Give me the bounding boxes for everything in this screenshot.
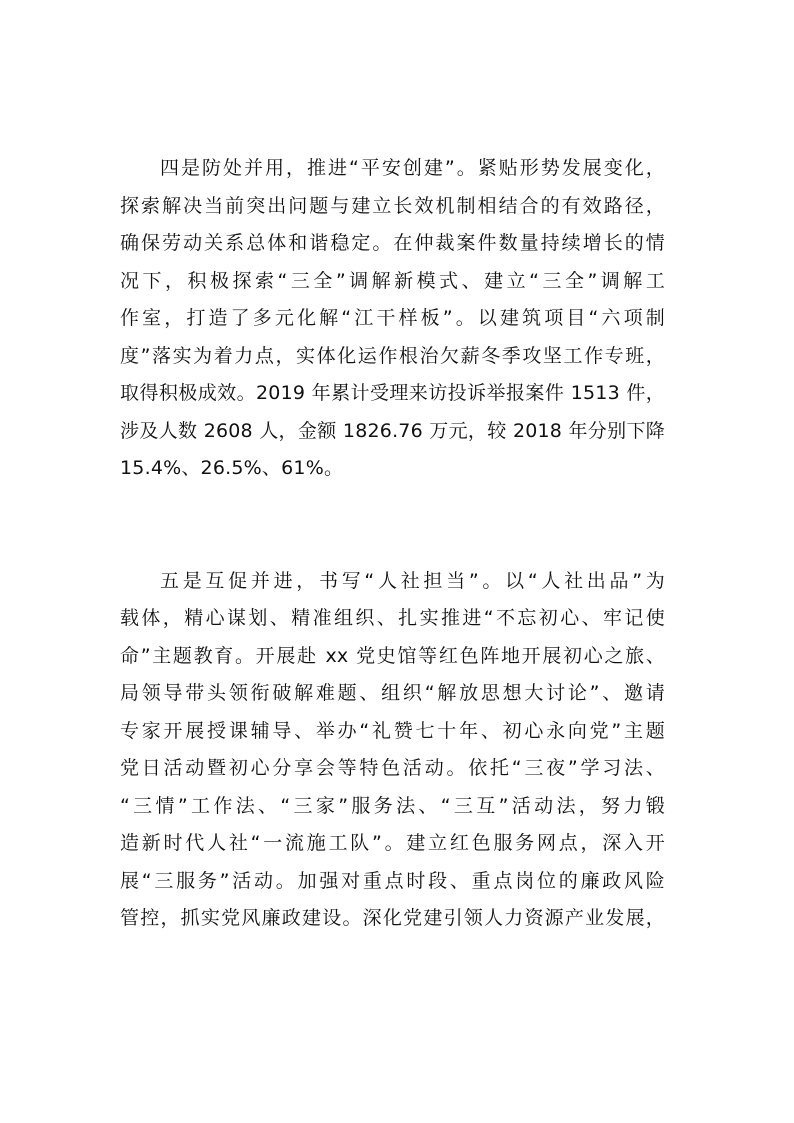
paragraph-public-safety <box>120 150 665 488</box>
paragraph-party-building <box>120 563 665 938</box>
text-line: 探索解决当前突出问题与建立长效机制相结合的有效路径， <box>120 194 665 217</box>
text-line: 况下，积极探索“三全”调解新模式、建立“三全”调解工 <box>120 269 665 292</box>
text-line: 局领导带头领衔破解难题、组织“解放思想大讨论”、邀请 <box>120 682 665 704</box>
text-line: 党日活动暨初心分享会等特色活动。依托“三夜”学习法、 <box>120 757 665 779</box>
paragraph-spacer <box>120 488 665 563</box>
text-line: 五是互促并进，书写“人社担当”。以“人社出品”为 <box>160 569 665 592</box>
text-line: 展“三服务”活动。加强对重点时段、重点岗位的廉政风险 <box>120 869 665 892</box>
text-line: 命”主题教育。开展赴 xx 党史馆等红色阵地开展初心之旅、 <box>120 644 665 667</box>
text-line: 载体，精心谋划、精准组织、扎实推进“不忘初心、牢记使 <box>120 607 665 629</box>
text-line: 度”落实为着力点，实体化运作根治欠薪冬季攻坚工作专班， <box>120 344 665 367</box>
document-body <box>120 150 665 938</box>
text-line: 涉及人数 2608 人，金额 1826.76 万元，较 2018 年分别下降 <box>120 419 665 442</box>
text-line: 四是防处并用，推进“平安创建”。紧贴形势发展变化， <box>160 157 665 179</box>
text-line: 确保劳动关系总体和谐稳定。在仲裁案件数量持续增长的情 <box>120 232 665 254</box>
text-line: “三情”工作法、“三家”服务法、“三互”活动法，努力锻 <box>120 794 665 817</box>
text-line: 造新时代人社“一流施工队”。建立红色服务网点，深入开 <box>120 832 665 854</box>
text-line: 15.4%、26.5%、61%。 <box>120 457 344 479</box>
text-line: 作室，打造了多元化解“江干样板”。以建筑项目“六项制 <box>120 307 665 329</box>
text-line: 管控，抓实党风廉政建设。深化党建引领人力资源产业发展， <box>120 907 665 929</box>
text-line: 取得积极成效。2019 年累计受理来访投诉举报案件 1513 件， <box>120 382 665 404</box>
text-line: 专家开展授课辅导、举办“礼赞七十年、初心永向党”主题 <box>120 719 665 742</box>
